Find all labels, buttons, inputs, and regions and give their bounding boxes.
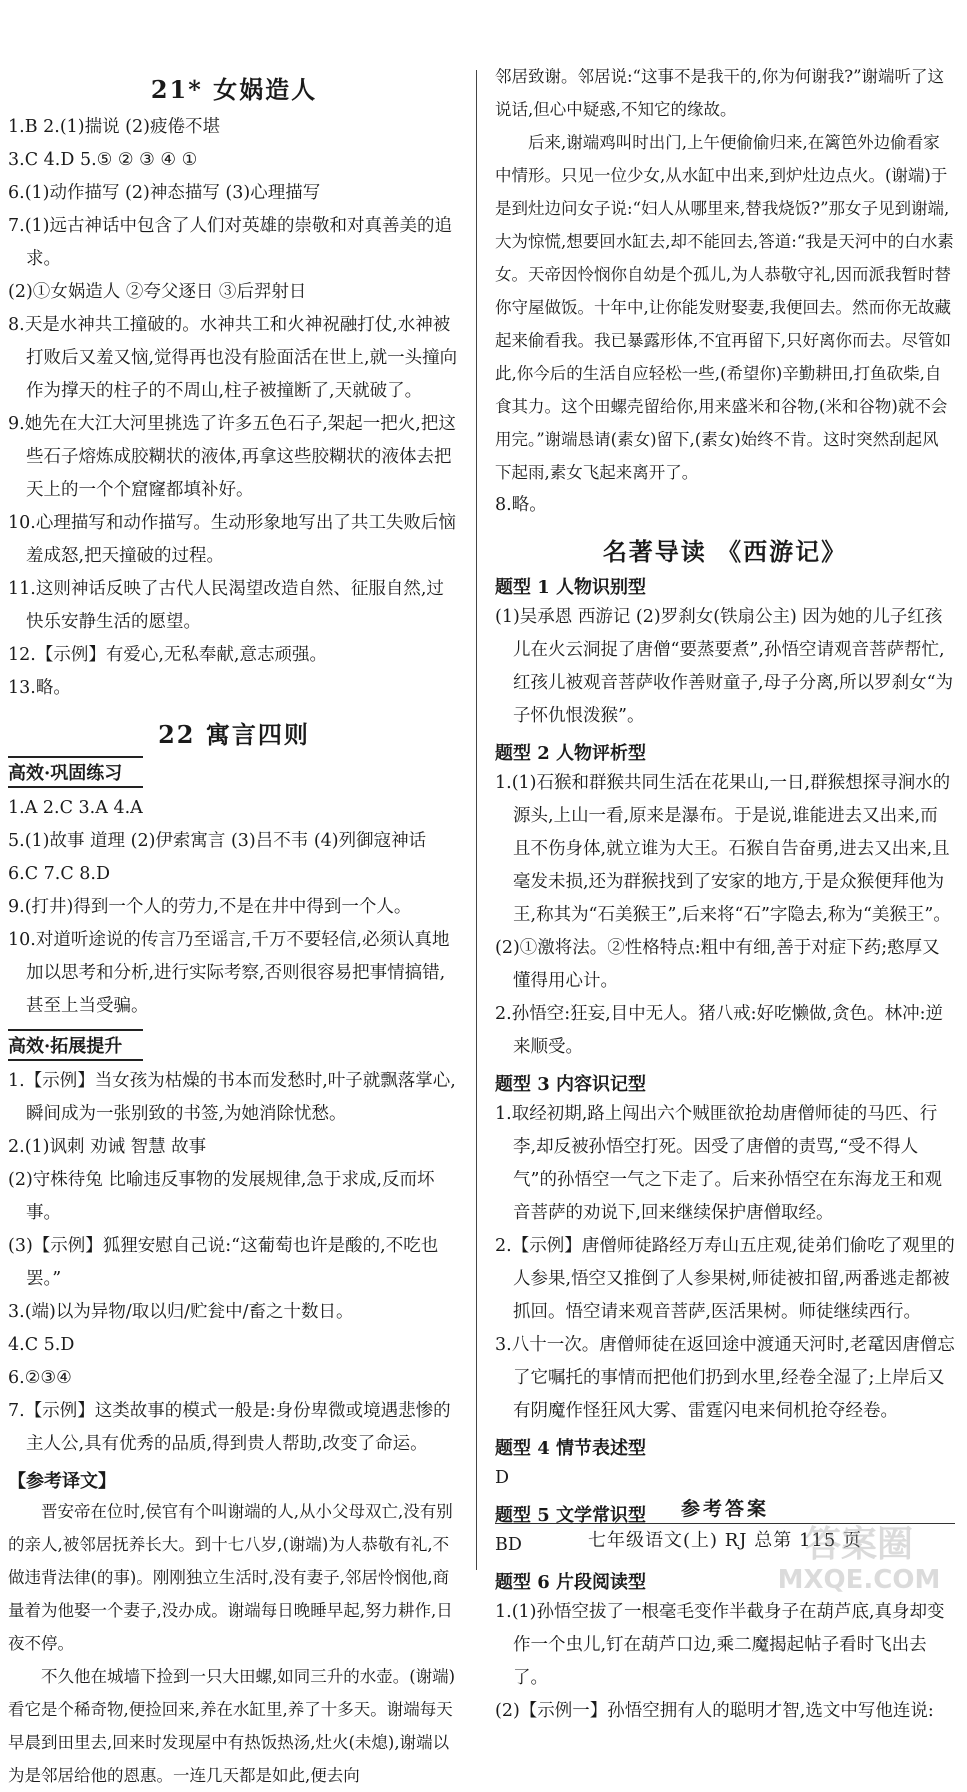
answer-line: 2.【示例】唐僧师徒路经万寿山五庄观,徒弟们偷吃了观里的人参果,悟空又推倒了人参果树,师徒被扣留,两番逃走都被抓回。悟空请来观音菩萨,医活果树。师徒继续西行。 [495, 1236, 955, 1322]
left-column [8, 60, 460, 1792]
answer-line: 2.(1)讽刺 劝诫 智慧 故事 [8, 1137, 207, 1157]
type-2-answers [495, 767, 955, 1064]
answer-line: 1.A 2.C 3.A 4.A [8, 798, 143, 818]
translation-right [495, 60, 955, 489]
answer-8: 8.略。 [495, 495, 547, 515]
type-3-heading: 题型 3 内容识记型 [495, 1074, 647, 1095]
answer-line: (2)①激将法。②性格特点:粗中有细,善于对症下药;憨厚又懂得用心计。 [495, 938, 940, 991]
answer-line: 7.(1)远古神话中包含了人们对英雄的崇敬和对真善美的追求。 [8, 216, 452, 269]
section-extension: 高效·拓展提升 [8, 1029, 143, 1061]
type-4-answer: D [495, 1468, 510, 1488]
classic-reading-title: 名著导读 《西游记》 [602, 537, 848, 566]
type-1-answers [495, 601, 955, 733]
watermark-url: MXQE.COM [777, 1565, 941, 1594]
footer-page-info: 七年级语文(上) RJ 总第 115 页 [587, 1530, 863, 1551]
answer-line: 4.C 5.D [8, 1335, 75, 1355]
type-6-heading: 题型 6 片段阅读型 [495, 1572, 647, 1593]
answer-line: 2.孙悟空:狂妄,目中无人。猪八戒:好吃懒做,贪色。林冲:逆来顺受。 [495, 1004, 944, 1057]
answer-line: (2)【示例一】孙悟空拥有人的聪明才智,选文中写他连说: [495, 1701, 934, 1721]
type-5-heading: 题型 5 文学常识型 [495, 1505, 647, 1526]
footer-section-name: 参考答案 [495, 1494, 955, 1524]
answer-line: (2)①女娲造人 ②夸父逐日 ③后羿射日 [8, 282, 307, 302]
column-divider [476, 70, 477, 1570]
translation-left [8, 1495, 460, 1792]
answer-line: 3.(端)以为异物/取以归/贮瓮中/畜之十数日。 [8, 1302, 354, 1322]
answer-line: 1.B 2.(1)揣说 (2)疲倦不堪 [8, 117, 220, 137]
lesson-22-title: 22 寓言四则 [158, 720, 310, 749]
right-column [495, 60, 955, 1728]
type-6-answers [495, 1596, 955, 1728]
answer-line: 6.(1)动作描写 (2)神态描写 (3)心理描写 [8, 183, 321, 203]
type-2-heading: 题型 2 人物评析型 [495, 743, 647, 764]
type-5-answer: BD [495, 1535, 522, 1555]
answer-line: 10.心理描写和动作描写。生动形象地写出了共工失败后恼羞成怒,把天撞破的过程。 [8, 513, 456, 566]
type-1-heading: 题型 1 人物识别型 [495, 577, 647, 598]
lesson-21-title: 21* 女娲造人 [150, 75, 318, 104]
answer-line: 1.取经初期,路上闯出六个贼匪欲抢劫唐僧师徒的马匹、行李,却反被孙悟空打死。因受了唐僧的责骂,“受不得人气”的孙悟空一气之下走了。后来孙悟空在东海龙王和观音菩萨的劝说下,回来继续保护唐僧取经。 [495, 1104, 942, 1223]
lesson-21-answers [8, 111, 460, 705]
answer-line: 后来,谢端鸡叫时出门,上午便偷偷归来,在篱笆外边偷看家中情形。只见一位少女,从水缸中出来,到炉灶边点火。(谢端)于是到灶边问女子说:“妇人从哪里来,替我烧饭?”那女子见到谢端,大为惊慌,想要回水缸去,却不能回去,答道:“我是天河中的白水素女。天帝因怜悯你自幼是个孤儿,为人恭敬守礼,因而派我暂时替你守屋做饭。十年中,让你能发财娶妻,我便回去。然而你无故藏起来偷看我。我已暴露形体,不宜再留下,只好离你而去。尽管如此,你今后的生活自应轻松一些,(希望你)辛勤耕田,打鱼砍柴,自食其力。这个田螺壳留给你,用来盛米和谷物,(米和谷物)就不会用完。”谢端恳请(素女)留下,(素女)始终不肯。这时突然刮起风下起雨,素女飞起来离开了。 [495, 133, 954, 482]
answer-line: 7.【示例】这类故事的模式一般是:身份卑微或境遇悲惨的主人公,具有优秀的品质,得到贵人帮助,改变了命运。 [8, 1401, 451, 1454]
answer-line: 3.八十一次。唐僧师徒在返回途中渡通天河时,老鼋因唐僧忘了它嘱托的事情而把他们扔到水里,经卷全湿了;上岸后又有阴魔作怪狂风大雾、雷霆闪电来伺机抢夺经卷。 [495, 1335, 955, 1421]
type-3-answers [495, 1098, 955, 1428]
answer-line: 5.(1)故事 道理 (2)伊索寓言 (3)吕不韦 (4)列御寇神话 [8, 831, 427, 851]
answer-line: 6.C 7.C 8.D [8, 864, 111, 884]
answer-line: 9.(打井)得到一个人的劳力,不是在井中得到一个人。 [8, 897, 412, 917]
answer-line: (1)吴承恩 西游记 (2)罗刹女(铁扇公主) 因为她的儿子红孩儿在火云洞捉了唐僧“要蒸要煮”,孙悟空请观音菩萨帮忙,红孩儿被观音菩萨收作善财童子,母子分离,所以罗刹女“为子怀仇恨泼猴”。 [495, 607, 954, 726]
consolidation-answers [8, 792, 460, 1023]
answer-line: 11.这则神话反映了古代人民渴望改造自然、征服自然,过快乐安静生活的愿望。 [8, 579, 444, 632]
answer-line: 1.【示例】当女孩为枯燥的书本而发愁时,叶子就飘落掌心,瞬间成为一张别致的书签,为她消除忧愁。 [8, 1071, 456, 1124]
answer-line: 12.【示例】有爱心,无私奉献,意志顽强。 [8, 645, 327, 665]
type-4-heading: 题型 4 情节表述型 [495, 1438, 647, 1459]
answer-line: 6.②③④ [8, 1368, 72, 1388]
answer-line: 1.(1)孙悟空拔了一根毫毛变作半截身子在葫芦底,真身却变作一个虫儿,钉在葫芦口边,乘二魔揭起帖子看时飞出去了。 [495, 1602, 945, 1688]
answer-line: 9.她先在大江大河里挑选了许多五色石子,架起一把火,把这些石子熔炼成胶糊状的液体,再拿这些胶糊状的液体去把天上的一个个窟窿都填补好。 [8, 414, 456, 500]
extension-answers [8, 1065, 460, 1461]
answer-line: 1.(1)石猴和群猴共同生活在花果山,一日,群猴想探寻涧水的源头,上山一看,原来是瀑布。于是说,谁能进去又出来,而且不伤身体,就立谁为大王。石猴自告奋勇,进去又出来,且毫发未损,还为群猴找到了安家的地方,于是众猴便拜他为王,称其为“石美猴王”,后来将“石”字隐去,称为“美猴王”。 [495, 773, 951, 925]
answer-line: (3)【示例】狐狸安慰自己说:“这葡萄也许是酸的,不吃也罢。” [8, 1236, 439, 1289]
answer-line: 不久他在城墙下捡到一只大田螺,如同三升的水壶。(谢端)看它是个稀奇物,便捡回来,养在水缸里,养了十多天。谢端每天早晨到田里去,回来时发现屋中有热饭热汤,灶火(未熄),谢端以为是邻居给他的恩惠。一连几天都是如此,便去向 [8, 1667, 456, 1785]
watermark-text: 答案圈 [804, 1524, 914, 1565]
answer-line: (2)守株待兔 比喻违反事物的发展规律,急于求成,反而坏事。 [8, 1170, 435, 1223]
answer-line: 13.略。 [8, 678, 71, 698]
reference-translation-label: 【参考译文】 [8, 1471, 116, 1492]
watermark-logo [759, 1514, 959, 1594]
section-consolidation: 高效·巩固练习 [8, 756, 143, 788]
answer-line: 10.对道听途说的传言乃至谣言,千万不要轻信,必须认真地加以思考和分析,进行实际考察,否则很容易把事情搞错,甚至上当受骗。 [8, 930, 450, 1016]
answer-line: 邻居致谢。邻居说:“这事不是我干的,你为何谢我?”谢端听了这说话,但心中疑惑,不知它的缘故。 [495, 67, 945, 119]
answer-line: 3.C 4.D 5.⑤ ② ③ ④ ① [8, 150, 198, 170]
answer-line: 8.天是水神共工撞破的。水神共工和火神祝融打仗,水神被打败后又羞又恼,觉得再也没有脸面活在世上,就一头撞向作为撑天的柱子的不周山,柱子被撞断了,天就破了。 [8, 315, 458, 401]
answer-line: 晋安帝在位时,侯官有个叫谢端的人,从小父母双亡,没有别的亲人,被邻居抚养长大。到十七八岁,(谢端)为人恭敬有礼,不做违背法律(的事)。刚刚独立生活时,没有妻子,邻居怜悯他,商量着为他娶一个妻子,没办成。谢端每日晚睡早起,努力耕作,日夜不停。 [8, 1502, 453, 1653]
